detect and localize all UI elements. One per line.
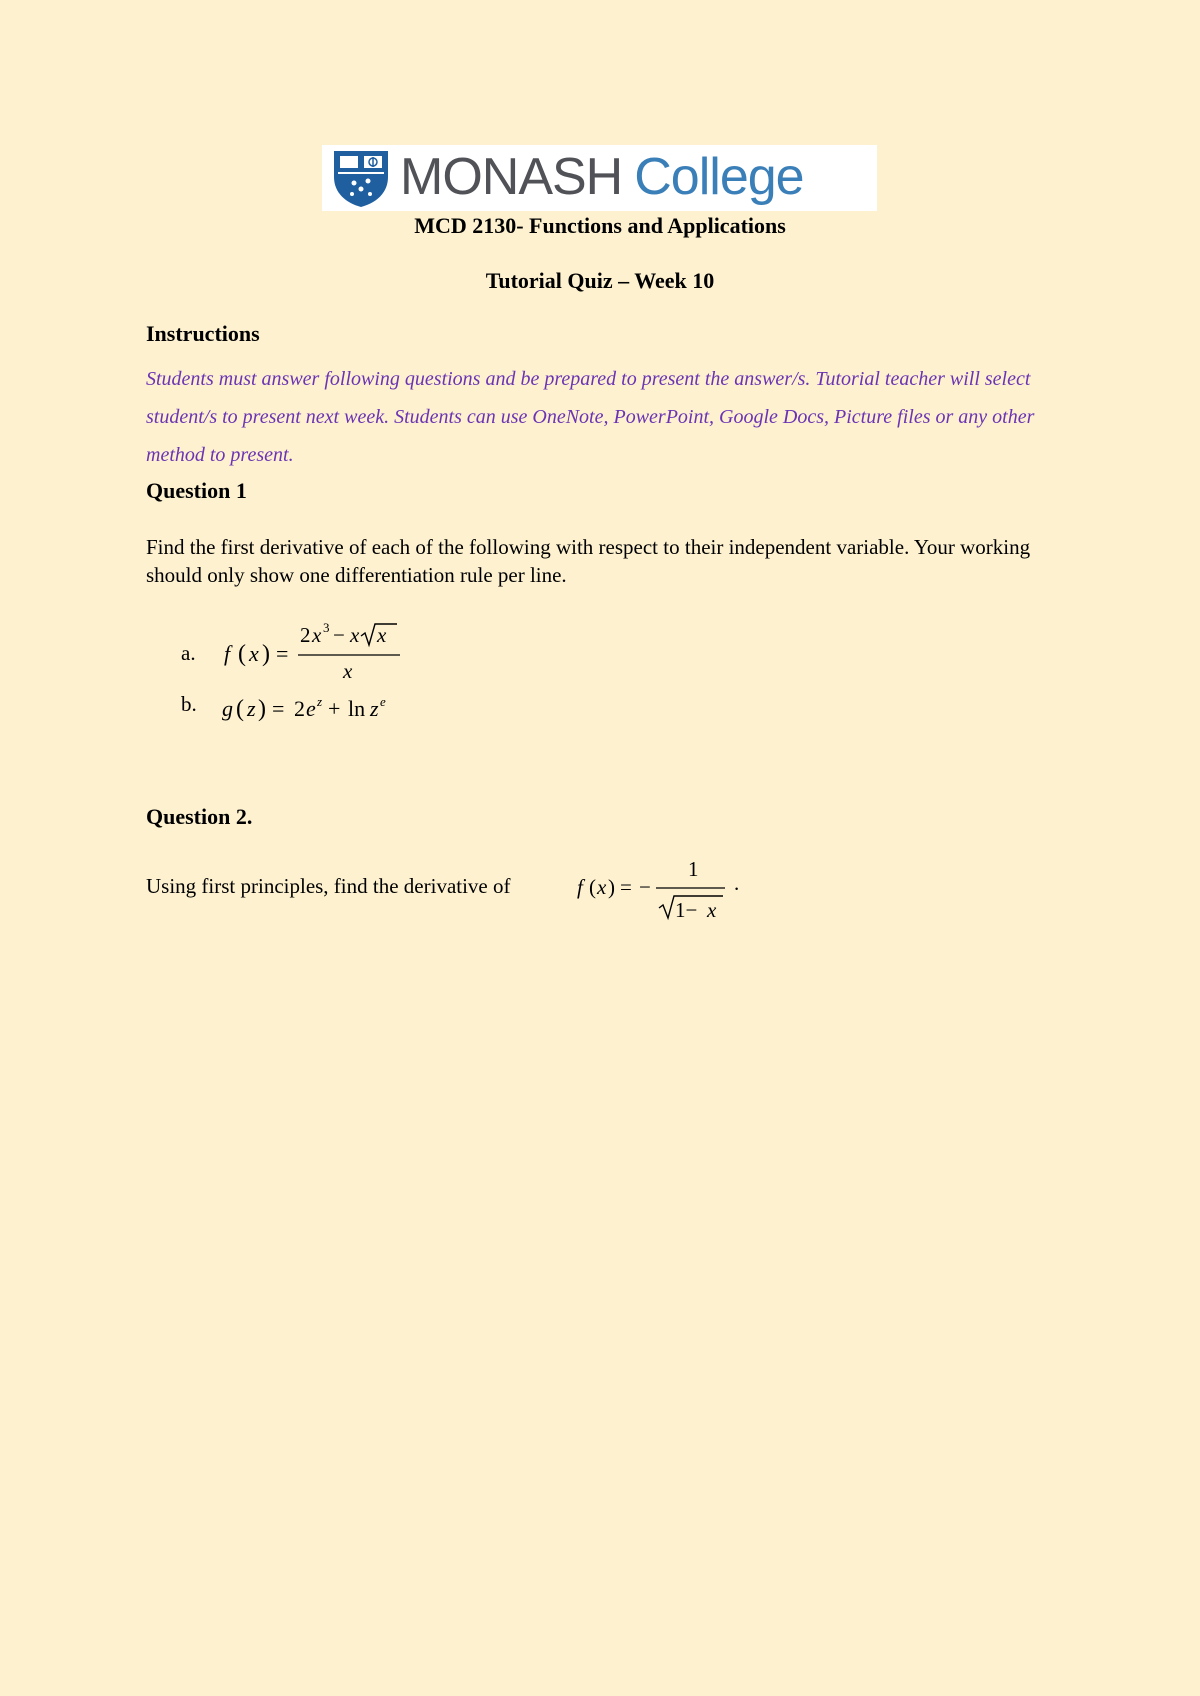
question1-part-b-label: b. — [181, 692, 197, 716]
svg-text:x: x — [350, 623, 360, 647]
svg-text:z: z — [370, 696, 379, 721]
svg-text:1: 1 — [688, 857, 699, 881]
svg-text:f: f — [224, 641, 231, 666]
svg-text:z: z — [317, 694, 323, 709]
svg-text:e: e — [380, 694, 386, 709]
svg-text:f: f — [577, 875, 583, 899]
svg-text:x: x — [249, 641, 259, 666]
svg-text:x: x — [343, 659, 353, 682]
document-title: MCD 2130- Functions and Applications — [414, 213, 786, 238]
instructions-heading: Instructions — [146, 321, 260, 346]
logo-word-college: College — [634, 148, 804, 206]
svg-text:3: 3 — [323, 620, 330, 635]
svg-text:2: 2 — [294, 696, 305, 721]
svg-text:z: z — [247, 696, 256, 721]
svg-text:−: − — [333, 623, 345, 647]
document-subtitle: Tutorial Quiz – Week 10 — [485, 268, 715, 293]
svg-text:(: ( — [238, 641, 246, 667]
svg-text:2: 2 — [300, 623, 311, 647]
svg-text:e: e — [306, 696, 316, 721]
svg-text:1−: 1− — [675, 898, 698, 922]
svg-text:x: x — [707, 898, 717, 922]
instructions-text: Students must answer following questions and be prepared to present the answer/s. Tutorial teacher will select student/s to present next week. Students can use OneNote, PowerPoint, Google Docs, Picture files or any other method to present. — [146, 368, 1035, 466]
crest-icon — [326, 147, 396, 209]
logo-wordmark — [400, 147, 804, 207]
equation-q2-render — [577, 856, 757, 924]
svg-text:=: = — [620, 875, 632, 899]
svg-text:+: + — [328, 696, 341, 721]
svg-text:−: − — [639, 875, 651, 899]
svg-text:x: x — [597, 875, 607, 899]
svg-text:x: x — [377, 623, 387, 647]
question2-equation — [577, 856, 757, 930]
svg-text:ln: ln — [348, 696, 366, 721]
monash-college-logo — [322, 145, 877, 211]
question2-text: Using first principles, find the derivative of — [146, 874, 511, 898]
svg-text:=: = — [276, 641, 289, 666]
svg-text:g: g — [222, 696, 233, 721]
equation-a-render — [222, 618, 422, 682]
svg-text:x: x — [312, 623, 322, 647]
svg-text:): ) — [608, 875, 615, 899]
question2-trailing-period: . — [734, 871, 740, 895]
question2-heading: Question 2. — [146, 804, 253, 829]
logo-word-monash: MONASH — [400, 148, 623, 206]
svg-text:(: ( — [236, 696, 244, 722]
svg-text:): ) — [262, 641, 270, 667]
question1-heading: Question 1 — [146, 478, 247, 503]
question1-part-a-label: a. — [181, 641, 196, 665]
equation-b-render — [222, 692, 422, 726]
question1-text: Find the first derivative of each of the following with respect to their independent variable. Your working should only show one differentiation rule per line. — [146, 535, 1031, 587]
question1-part-b-equation — [222, 692, 422, 732]
svg-text:(: ( — [589, 875, 596, 899]
question1-part-a-equation — [222, 618, 422, 688]
svg-text:): ) — [258, 696, 266, 722]
svg-text:=: = — [272, 696, 285, 721]
